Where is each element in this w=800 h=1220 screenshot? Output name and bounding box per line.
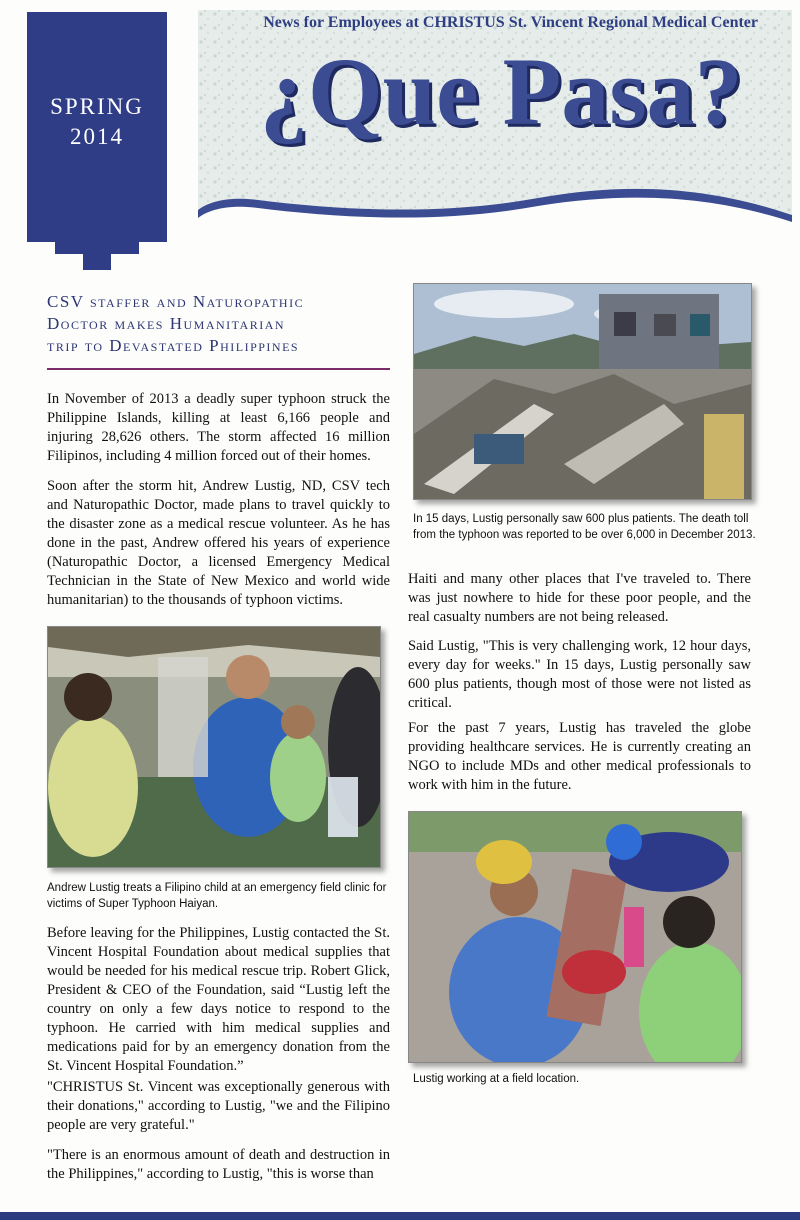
typhoon-destruction-photo (413, 283, 752, 500)
field-location-photo (408, 811, 742, 1063)
footer-bar (0, 1212, 800, 1220)
season-label (27, 92, 167, 152)
season-name: SPRING (50, 94, 144, 119)
destruction-photo-caption: In 15 days, Lustig personally saw 600 plus patients. The death toll from the typhoon was reported to be over 6,000 in December 2013. (413, 513, 756, 541)
article-paragraph: Said Lustig, "This is very challenging work, 12 hour days, every day for weeks." In 15 days, Lustig personally saw 600 plus patients, though most of those were not listed as critical. (408, 638, 751, 711)
season-year: 2014 (70, 124, 124, 149)
article-headline (47, 291, 377, 357)
article-paragraph: In November of 2013 a deadly super typhoon struck the Philippine Islands, killing at least 6,166 people and injuring 28,626 others. The storm affected 16 million Filipinos, including 4 million forced out of their homes. (47, 391, 390, 464)
clinic-photo (47, 626, 381, 868)
article-paragraph: Before leaving for the Philippines, Lustig contacted the St. Vincent Hospital Foundation about medical supplies that would be needed for his medical rescue trip. Robert Glick, President & CEO of the Foundation, said “Lustig left the country on only a few days notice to respond to the typhoon. He carried with him medical supplies and medications paid for by an emergency donation from the St. Vincent Hospital Foundation.” (47, 925, 390, 1074)
headline-line: Doctor makes Humanitarian (47, 314, 286, 333)
article-paragraph: Haiti and many other places that I've traveled to. There was just nowhere to hide for these poor people, and the real casualty numbers are not being released. (408, 571, 751, 625)
headline-divider (47, 368, 390, 370)
field-photo-caption: Lustig working at a field location. (413, 1073, 580, 1085)
newsletter-kicker: News for Employees at CHRISTUS St. Vincent Regional Medical Center (263, 14, 758, 31)
clinic-photo-caption: Andrew Lustig treats a Filipino child at an emergency field clinic for victims of Super Typhoon Haiyan. (47, 882, 387, 910)
headline-line: CSV staffer and Naturopathic (47, 292, 305, 311)
article-paragraph: For the past 7 years, Lustig has traveled the globe providing healthcare services. He is currently creating an NGO to include MDs and other medical professionals to work with him in the future. (408, 720, 751, 793)
article-paragraph: Soon after the storm hit, Andrew Lustig, ND, CSV tech and Naturopathic Doctor, made plans to travel quickly to the disaster zone as a medical rescue volunteer. As he has done in the past, Andrew offered his years of experience (Naturopathic Doctor, a licensed Emergency Medical Technician in the State of New Mexico and world wide humanitarian) to the thousands of typhoon victims. (47, 478, 390, 608)
article-paragraph: "There is an enormous amount of death and destruction in the Philippines," according to Lustig, "this is worse than (47, 1147, 390, 1182)
article-paragraph: "CHRISTUS St. Vincent was exceptionally generous with their donations," according to Lustig, "we and the Filipino people are very grateful." (47, 1079, 390, 1133)
newsletter-title: ¿Que Pasa? (260, 38, 743, 145)
headline-line: trip to Devastated Philippines (47, 336, 300, 355)
